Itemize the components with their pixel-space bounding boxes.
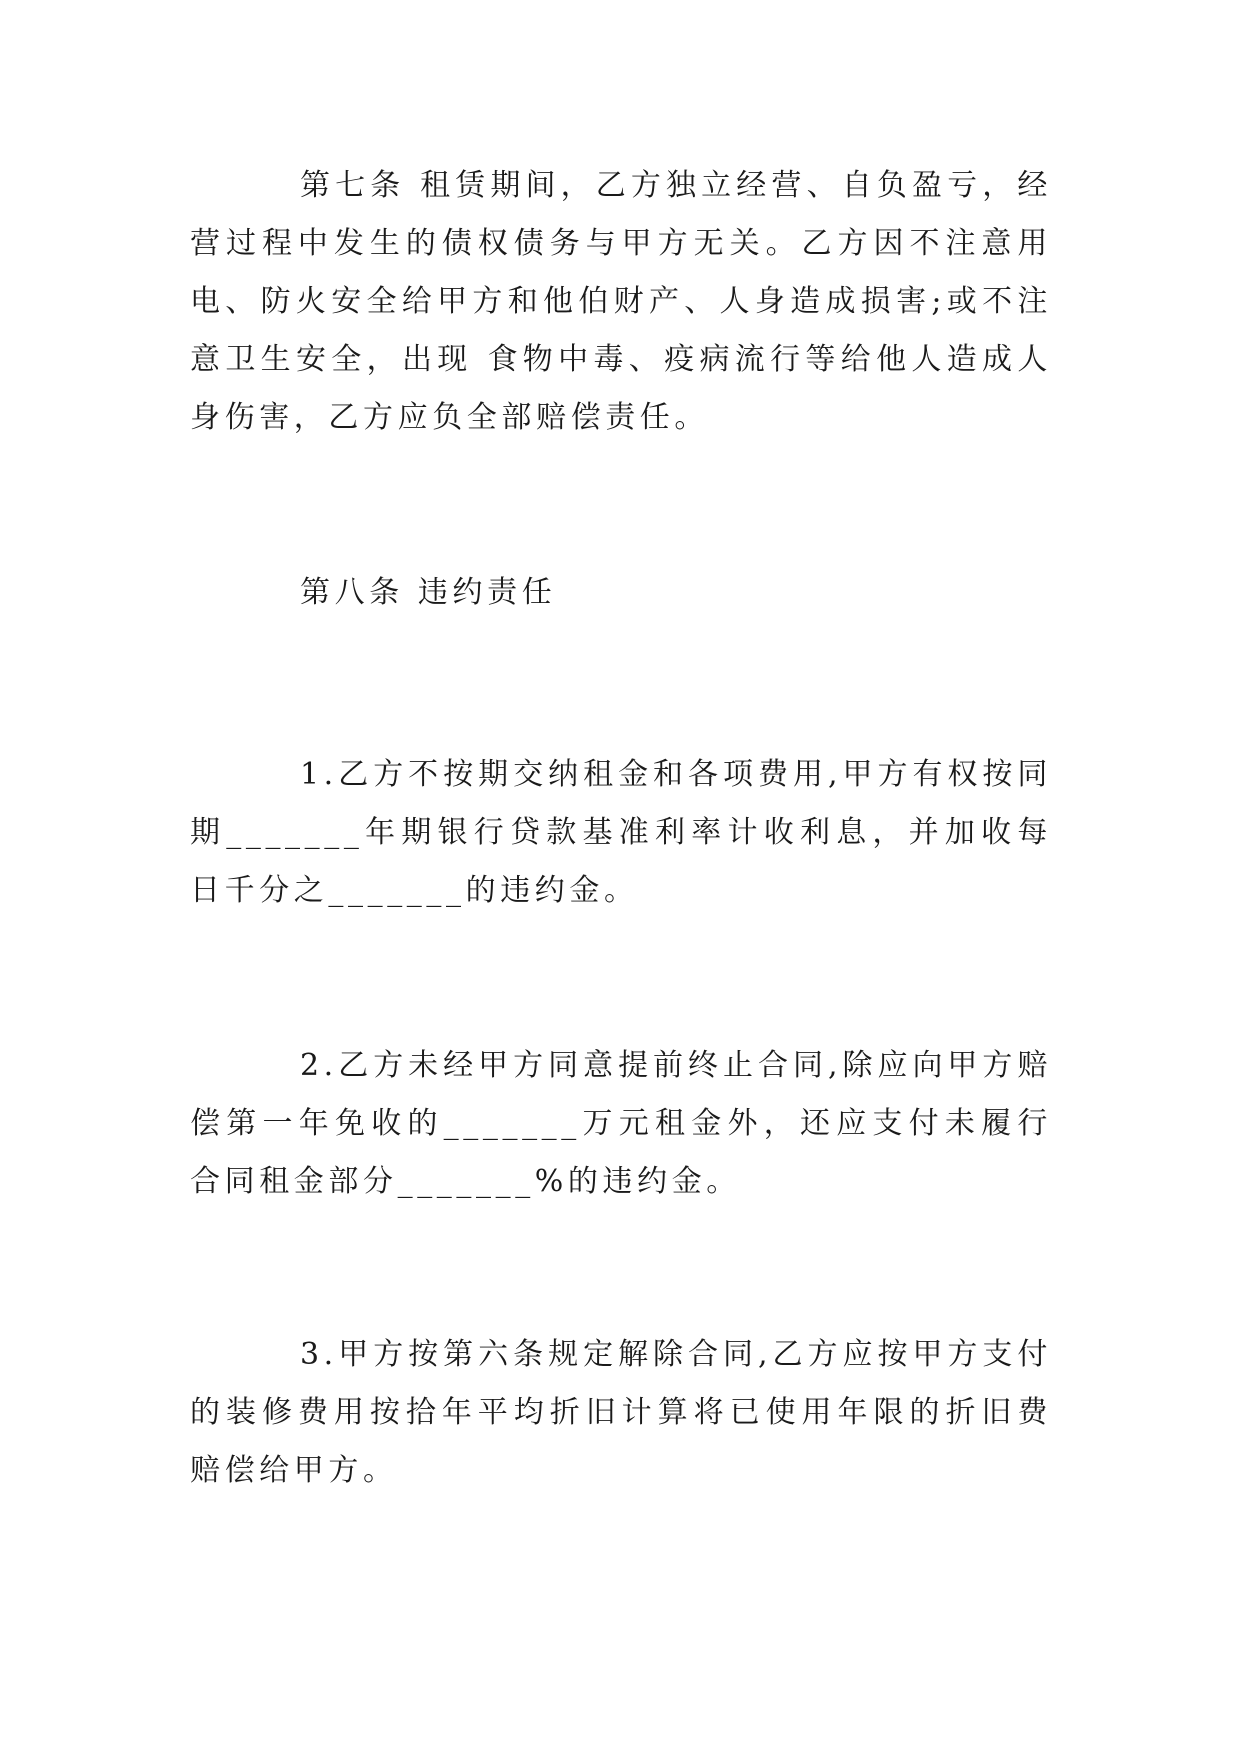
article-7-paragraph: 第七条 租赁期间，乙方独立经营、自负盈亏，经营过程中发生的债权债务与甲方无关。乙方因不注意用电、防火安全给甲方和他伯财产、人身造成损害;或不注意卫生安全，出现 食物中毒、疫病流行等给他人造成人身伤害，乙方应负全部赔偿责任。 — [190, 168, 1052, 435]
article-8-clause-1: 1.乙方不按期交纳租金和各项费用,甲方有权按同期_______年期银行贷款基准利率计收利息，并加收每日千分之_______的违约金。 — [190, 757, 1052, 908]
article-8-heading: 第八条 违约责任 — [300, 575, 557, 610]
article-8-clause-2: 2.乙方未经甲方同意提前终止合同,除应向甲方赔偿第一年免收的_______万元租金外，还应支付未履行合同租金部分_______%的违约金。 — [190, 1048, 1052, 1199]
article-8-clause-3: 3.甲方按第六条规定解除合同,乙方应按甲方支付的装修费用按拾年平均折旧计算将已使用年限的折旧费赔偿给甲方。 — [190, 1337, 1052, 1488]
